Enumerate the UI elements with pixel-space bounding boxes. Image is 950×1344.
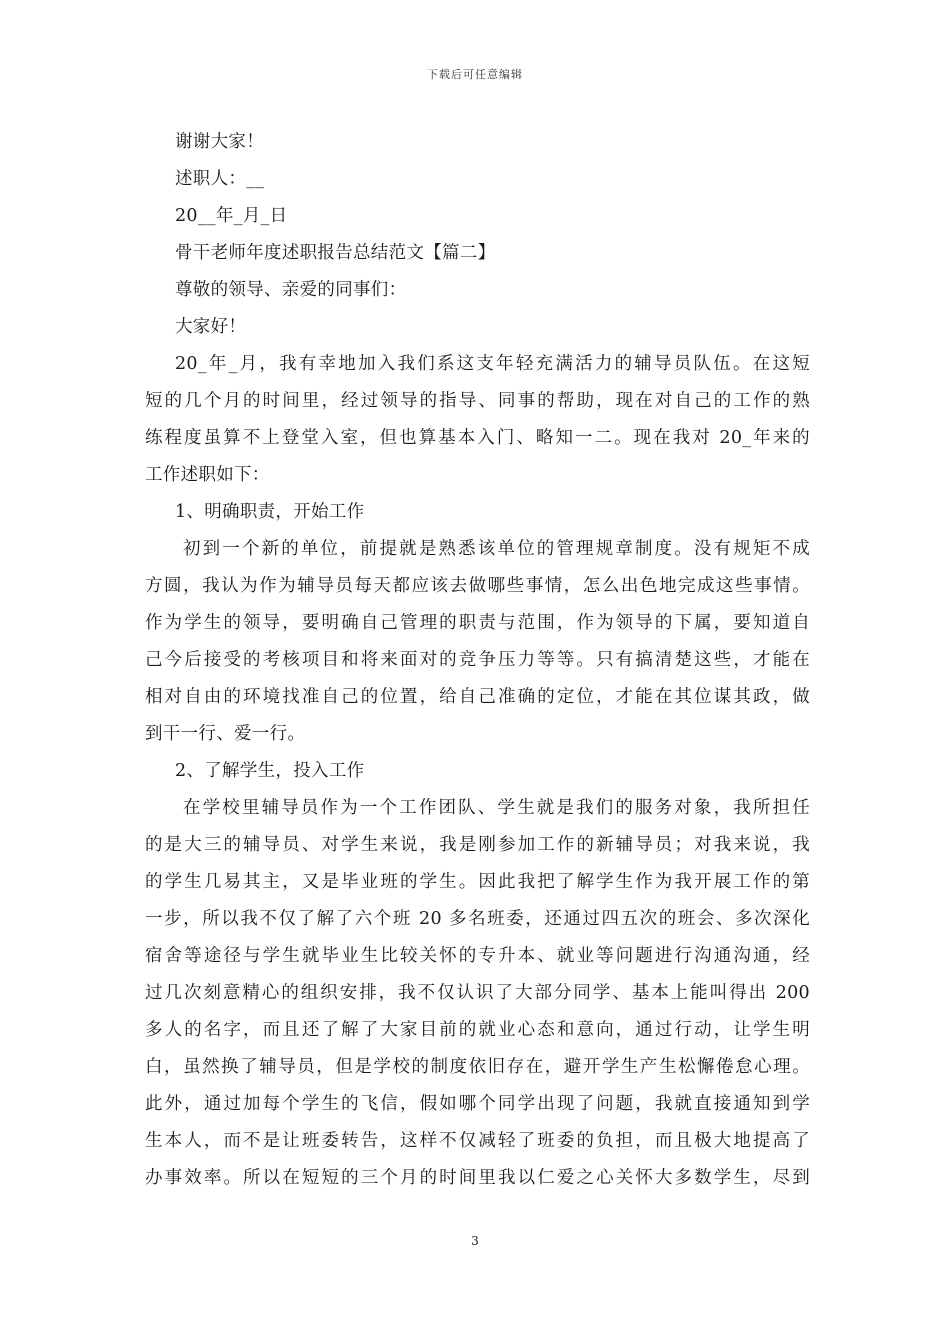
document-body [145, 124, 810, 1197]
text-line: 到干一行、爱一行。 [145, 724, 306, 744]
text-line: 此外，通过加每个学生的飞信，假如哪个同学出现了问题，我就直接通知到学 [145, 1094, 810, 1114]
text-line: 相对自由的环境找准自己的位置，给自己准确的定位，才能在其位谋其政，做 [145, 687, 810, 707]
text-line: 过几次刻意精心的组织安排，我不仅认识了大部分同学、基本上能叫得出 200 [145, 983, 810, 1003]
greeting: 大家好！ [175, 317, 247, 337]
section-title: 骨干老师年度述职报告总结范文【篇二】 [175, 243, 496, 263]
text-line: 宿舍等途径与学生就毕业生比较关怀的专升本、就业等问题进行沟通沟通，经 [145, 946, 810, 966]
text-line: 白，虽然换了辅导员，但是学校的制度依旧存在，避开学生产生松懈倦怠心理。 [145, 1057, 810, 1077]
text-line: 多人的名字，而且还了解了大家目前的就业心态和意向，通过行动，让学生明 [145, 1020, 810, 1040]
text-line: 在学校里辅导员作为一个工作团队、学生就是我们的服务对象，我所担任 [183, 798, 810, 818]
text-line: 生本人，而不是让班委转告，这样不仅减轻了班委的负担，而且极大地提高了 [145, 1131, 810, 1151]
subheading: 1、明确职责，开始工作 [175, 502, 365, 522]
text-line: 己今后接受的考核项目和将来面对的竞争压力等等。只有搞清楚这些，才能在 [145, 650, 810, 670]
page-number: 3 [471, 1234, 479, 1248]
text-line: 20_年_月，我有幸地加入我们系这支年轻充满活力的辅导员队伍。在这短 [175, 354, 810, 374]
salutation: 尊敬的领导、亲爱的同事们： [175, 280, 407, 300]
subheading: 2、了解学生，投入工作 [175, 761, 365, 781]
text-line: 办事效率。所以在短短的三个月的时间里我以仁爱之心关怀大多数学生，尽到 [145, 1168, 810, 1188]
text-line: 初到一个新的单位，前提就是熟悉该单位的管理规章制度。没有规矩不成 [183, 539, 810, 559]
text-line: 作为学生的领导，要明确自己管理的职责与范围，作为领导的下属，要知道自 [145, 613, 810, 633]
text-line: 方圆，我认为作为辅导员每天都应该去做哪些事情，怎么出色地完成这些事情。 [145, 576, 810, 596]
text-line: 的学生几易其主，又是毕业班的学生。因此我把了解学生作为我开展工作的第 [145, 872, 810, 892]
text-line: 短的几个月的时间里，经过领导的指导、同事的帮助，现在对自己的工作的熟 [145, 391, 810, 411]
text-line: 谢谢大家！ [175, 132, 264, 152]
text-line: 一步，所以我不仅了解了六个班 20 多名班委，还通过四五次的班会、多次深化 [145, 909, 810, 929]
page-header: 下载后可任意编辑 [427, 68, 523, 81]
text-line: 20__年_月_日 [175, 206, 288, 226]
text-line: 练程度虽算不上登堂入室，但也算基本入门、略知一二。现在我对 20_年来的 [145, 428, 810, 448]
text-line: 述职人：__ [175, 169, 265, 189]
text-line: 工作述职如下： [145, 465, 270, 485]
text-line: 的是大三的辅导员、对学生来说，我是刚参加工作的新辅导员；对我来说，我 [145, 835, 810, 855]
